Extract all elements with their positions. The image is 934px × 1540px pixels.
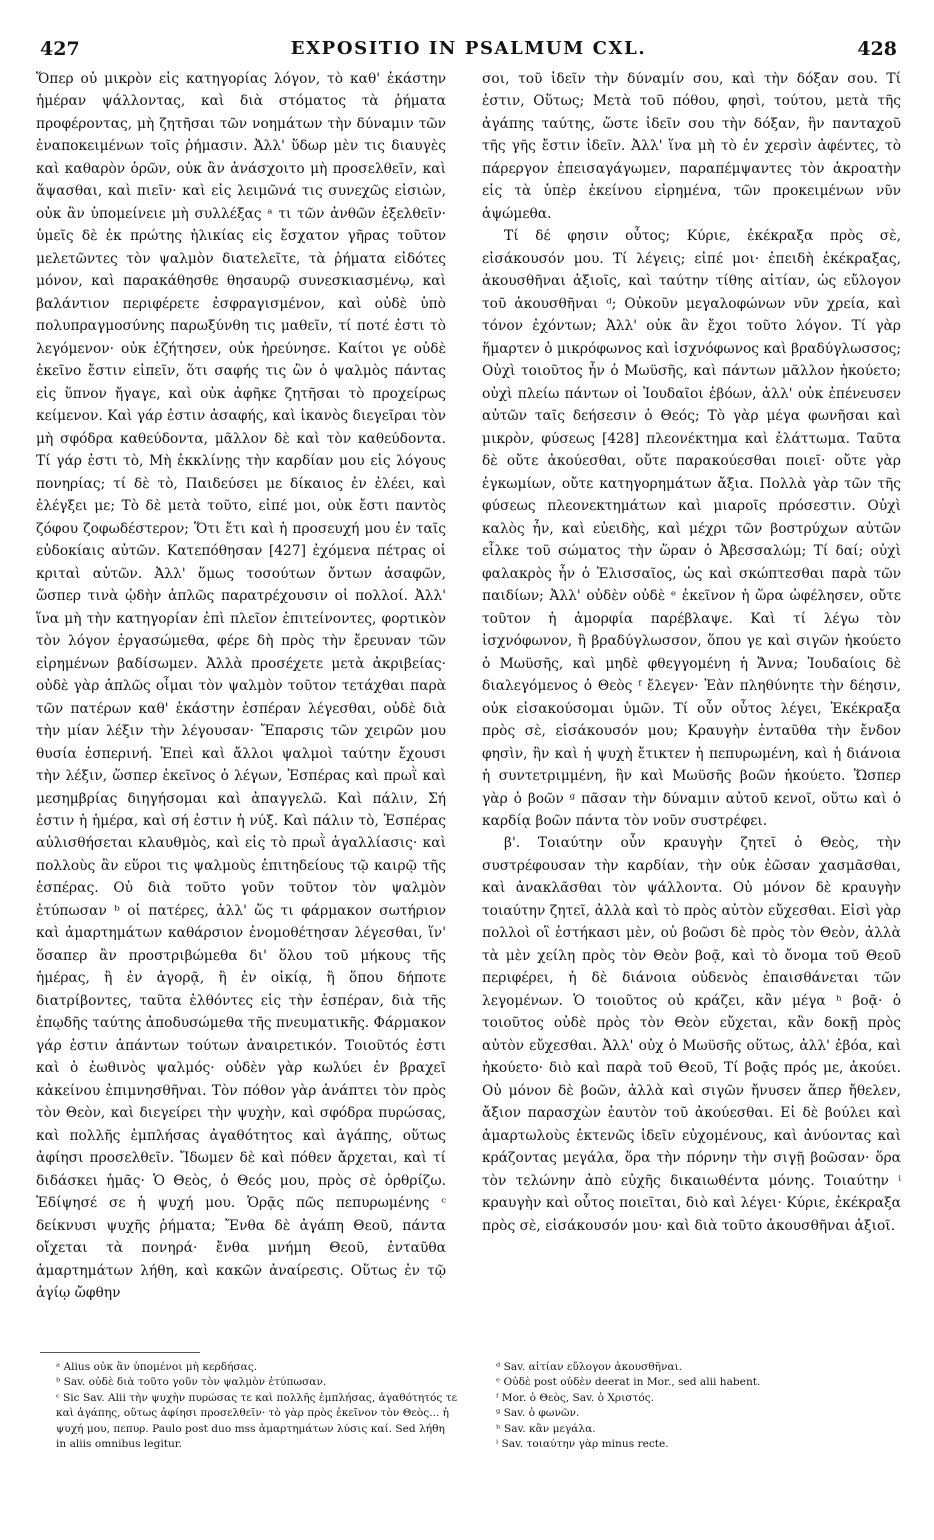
footnote-e: ᵉ Οὐδὲ post οὐδὲν deerat in Mor., sed alii habent. xyxy=(496,1376,761,1389)
footnote-a: ᵃ Alius οὐκ ἂν ὑπομένοι μὴ κερδήσας. xyxy=(56,1361,258,1373)
paragraph: σοι, τοῦ ἰδεῖν τὴν δύναμίν σου, καὶ τὴν δόξαν σου. Τί ἐστιν, Οὕτως; Μετὰ τοῦ πόθου, φησὶ, τούτου, μετὰ τῆς ἀγάπης ταύτης, ὥστε ἰδεῖν σου τὴν δόξαν, ἣν πανταχοῦ τῆς γῆς ἔστιν ἰδεῖν. Ἀλλ' ἵνα μὴ τὸ ἐν χερσὶν ἀφέντες, τὸ πάρεργον ἐπεισαγάγωμεν, παραπέμψαντες τὸν ἀκροατὴν εἰς τὰ ὑπὲρ ἐκείνου εἰρημένα, τῶν προκειμένων νῦν ἁψώμεθα. xyxy=(482,71,901,222)
footnote-c: ᶜ Sic Sav. Alii τὴν ψυχὴν πυρώσας τε καὶ πολλῆς ἐμπλήσας, ἀγαθότητός τε καὶ ἀγάπης, οὕτως ἀφίησι προσελθεῖν· τὸ γὰρ πρὸς ἐκεῖνον τὸν Θεὸς... ἡ ψυχή μου, πεπυρ. Paulo post duo mss ἁμαρτημάτων λύσις καί. Sed λήθη in aliis omnibus legitur. xyxy=(56,1391,458,1451)
footnote-g: ᵍ Sav. ὁ φωνῶν. xyxy=(496,1407,580,1420)
footnotes-left xyxy=(56,1360,458,1452)
paragraph: Ὅπερ οὐ μικρὸν εἰς κατηγορίας λόγον, τὸ καθ' ἑκάστην ἡμέραν ψάλλοντας, καὶ διὰ στόματος τὰ ῥήματα προφέροντας, μὴ ζητῆσαι τῶν νοημάτων τὴν δύναμιν τῶν ἐναποκειμένων τοῖς ῥήμασιν. Ἀλλ' ὕδωρ μὲν τις διαυγὲς καὶ καθαρὸν ὁρῶν, οὐκ ἂν ἀνάσχοιτο μὴ προσελθεῖν, καὶ ἅψασθαι, καὶ πιεῖν· καὶ εἰς λειμῶνά τις συνεχῶς εἰσιὼν, οὐκ ἂν ὑπομείνειε μὴ συλλέξας ᵃ τι τῶν ἀνθῶν ἐξελθεῖν· ὑμεῖς δὲ ἐκ πρώτης ἡλικίας εἰς ἔσχατον γῆρας τοῦτον μελετῶντες τὸν ψαλμὸν διατελεῖτε, τὰ ῥήματα εἰδότες μόνον, καὶ παρακάθησθε θησαυρῷ συνεσκιασμένῳ, καὶ βαλάντιον περιφέρετε ἐσφραγισμένον, καὶ οὐδὲ ὑπὸ πολυπραγμοσύνης παρωξύνθη τις μαθεῖν, τί ποτέ ἐστι τὸ λεγόμενον· οὐκ ἐζήτησεν, οὐκ ἠρεύνησε. Καίτοι γε οὐδὲ ἐκεῖνο ἔστιν εἰπεῖν, ὅτι σαφής τις ὢν ὁ ψαλμὸς πάντας εἰς ὕπνον ἤγαγε, καὶ οὐκ ἀφῆκε ζητῆσαι τὸ προχείρως κείμενον. Καὶ γάρ ἐστιν ἀσαφής, καὶ ἱκανὸς διεγεῖραι τὸν μὴ σφόδρα καθεύδοντα, μᾶλλον δὲ καὶ τὸν καθεύδοντα. Τί γάρ ἐστι τὸ, Μὴ ἐκκλίνῃς τὴν καρδίαν μου εἰς λόγους πονηρίας; τί δὲ τὸ, Παιδεύσει με δίκαιος ἐν ἐλέει, καὶ ἐλέγξει με; Τὸ δὲ μετὰ τοῦτο, εἰπέ μοι, οὐκ ἔστι παντὸς ζόφου ζοφωδέστερον; Ὅτι ἔτι καὶ ἡ προσευχή μου ἐν ταῖς εὐδοκίαις αὐτῶν. Κατεπόθησαν [427] ἐχόμενα πέτρας οἱ κριταὶ αὐτῶν. Ἀλλ' ὅμως τοσούτων ὄντων ἀσαφῶν, ὥσπερ τινὰ ᾠδὴν ἁπλῶς παρατρέχουσιν οἱ πολλοί. Ἀλλ' ἵνα μὴ τὴν κατηγορίαν ἐπὶ πλεῖον ἐπιτείνοντες, φορτικὸν τὸν λόγον ἐργασώμεθα, φέρε δὴ πρὸς τὴν ἔρευναν τῶν εἰρημένων βαδίσωμεν. Ἀλλὰ προσέχετε μετὰ ἀκριβείας· οὐδὲ γὰρ ἁπλῶς οἶμαι τὸν ψαλμὸν τοῦτον τετάχθαι παρὰ τῶν πατέρων καθ' ἑκάστην ἑσπέραν λέγεσθαι, οὐδὲ διὰ τὴν μίαν λέξιν τὴν λέγουσαν· Ἔπαρσις τῶν χειρῶν μου θυσία ἑσπερινή. Ἐπεὶ καὶ ἄλλοι ψαλμοὶ ταύτην ἔχουσι τὴν λέξιν, ὥσπερ ἐκεῖνος ὁ λέγων, Ἑσπέρας καὶ πρωῒ καὶ μεσημβρίας διηγήσομαι καὶ ἀπαγγελῶ. Καὶ πάλιν, Σή ἐστιν ἡ ἡμέρα, καὶ σή ἐστιν ἡ νύξ. Καὶ πάλιν τὸ, Ἑσπέρας αὐλισθήσεται κλαυθμὸς, καὶ εἰς τὸ πρωῒ ἀγαλλίασις· καὶ πολλοὺς ἂν εὕροι τις ψαλμοὺς ἐπιτηδείους τῷ καιρῷ τῆς ἑσπέρας. Οὐ διὰ τοῦτο γοῦν τοῦτον τὸν ψαλμὸν ἐτύπωσαν ᵇ οἱ πατέρες, ἀλλ' ὥς τι φάρμακον σωτήριον καὶ ἁμαρτημάτων καθάρσιον ἐνομοθέτησαν λέγεσθαι, ἵν' ὅσαπερ ἂν προστριβώμεθα δι' ὅλου τοῦ μήκους τῆς ἡμέρας, ἢ ἐν ἀγορᾷ, ἢ ἐν οἰκίᾳ, ἢ ὅπου δήποτε διατρίβοντες, ταῦτα ἐλθόντες εἰς τὴν ἑσπέραν, διὰ τῆς ἐπῳδῆς ταύτης ἀποδυσώμεθα τῆς πνευματικῆς. Φάρμακον γάρ ἐστιν ἁπάντων τούτων ἀναιρετικόν. Τοιοῦτός ἐστι καὶ ὁ ἑωθινὸς ψαλμός· οὐδὲν γὰρ κωλύει ἐν βραχεῖ κἀκείνου ἐπιμνησθῆναι. Τὸν πόθον γὰρ ἀνάπτει τὸν πρὸς τὸν Θεὸν, καὶ διεγείρει τὴν ψυχὴν, καὶ σφόδρα πυρώσας, καὶ πολλῆς ἐμπλήσας ἀγαθότητος καὶ ἀγάπης, οὕτως ἀφίησι προσελθεῖν. Ἴδωμεν δὲ καὶ πόθεν ἄρχεται, καὶ τί διδάσκει ἡμᾶς· Ὁ Θεὸς, ὁ Θεός μου, πρὸς σὲ ὀρθρίζω. Ἐδίψησέ σε ἡ ψυχή μου. Ὁρᾷς πῶς πεπυρωμένης ᶜ δείκνυσι ψυχῆς ῥήματα; Ἔνθα δὲ ἀγάπη Θεοῦ, πάντα οἴχεται τὰ πονηρά· ἔνθα μνήμη Θεοῦ, ἐνταῦθα ἁμαρτημάτων λήθη, καὶ κακῶν ἀναίρεσις. Οὕτως ἐν τῷ ἁγίῳ ὤφθην xyxy=(36,71,446,1302)
running-header xyxy=(40,38,897,62)
footnote-f: ᶠ Mor. ὁ Θεὸς, Sav. ὁ Χριστός. xyxy=(496,1391,655,1404)
footnote-b: ᵇ Sav. οὐδὲ διὰ τοῦτο γοῦν τὸν ψαλμὸν ἐτύπωσαν. xyxy=(56,1376,327,1389)
footnote-d: ᵈ Sav. αἰτίαν εὔλογον ἀκουσθῆναι. xyxy=(496,1361,683,1373)
footnote-i: ⁱ Sav. τοιαύτην γὰρ minus recte. xyxy=(496,1438,669,1451)
footnote-rule xyxy=(40,1352,200,1353)
text-column-right xyxy=(482,68,901,1237)
page-number-left: 427 xyxy=(40,38,80,60)
text-column-left xyxy=(36,68,446,1305)
footnote-h: ʰ Sav. κἂν μεγάλα. xyxy=(496,1422,596,1435)
paragraph: Τί δέ φησιν οὗτος; Κύριε, ἐκέκραξα πρὸς σὲ, εἰσάκουσόν μου. Τί λέγεις; εἰπέ μοι· ἐπειδὴ ἐκέκραξας, ἀκουσθῆναι ἀξιοῖς, καὶ ταύτην τίθης αἰτίαν, ὡς εὔλογον τοῦ ἀκουσθῆναι ᵈ; Οὐκοῦν μεγαλοφώνων νῦν χρεία, καὶ τόνον ἐχόντων; Ἀλλ' οὐκ ἂν ἔχοι τοῦτο λόγον. Τί γὰρ ἥμαρτεν ὁ μικρόφωνος καὶ ἰσχνόφωνος καὶ βραδύγλωσσος; Οὐχὶ τοιοῦτος ἦν ὁ Μωϋσῆς, καὶ πάντων μᾶλλον ἠκούετο; οὐχὶ πλείω πάντων οἱ Ἰουδαῖοι ἐβόων, ἀλλ' οὐκ ἐπένευσεν αὐτῶν ταῖς δεήσεσιν ὁ Θεός; Τὸ γὰρ μέγα φωνῆσαι καὶ μικρὸν, φύσεως [428] πλεονέκτημα καὶ ἐλάττωμα. Ταῦτα δὲ οὔτε ἀκούεσθαι, οὔτε παρακούεσθαι ποιεῖ· οὔτε γὰρ ἐγκωμίων, οὔτε κατηγορημάτων ἄξια. Πολλὰ γὰρ τῶν τῆς φύσεως πλεονεκτημάτων καὶ μιαροῖς πρόσεστιν. Οὐχὶ καλὸς ἦν, καὶ εὐειδὴς, καὶ μέχρι τῶν βοστρύχων αὐτῶν εἷλκε τοῦ σώματος τὴν ὥραν ὁ Ἀβεσσαλώμ; Τί δαί; οὐχὶ φαλακρὸς ἦν ὁ Ἐλισσαῖος, ὡς καὶ σκώπτεσθαι παρὰ τῶν παιδίων; Ἀλλ' οὐδὲν οὐδὲ ᵉ ἐκεῖνον ἡ ὥρα ὠφέλησεν, οὔτε τοῦτον ἡ ἀμορφία παρέβλαψε. Καὶ τί λέγω τὸν ἰσχνόφωνον, ἢ βραδύγλωσσον, ὅπου γε καὶ σιγῶν ἠκούετο ὁ Μωϋσῆς, καὶ μηδὲ φθεγγομένη ἡ Ἄννα; Ἰουδαίοις δὲ διαλεγόμενος ὁ Θεὸς ᶠ ἔλεγεν· Ἐὰν πληθύνητε τὴν δέησιν, οὐκ εἰσακούσομαι ὑμῶν. Τί οὖν οὗτος λέγει, Ἐκέκραξα πρὸς σὲ, εἰσάκουσόν μου; Κραυγὴν ἐνταῦθα τὴν ἔνδον φησὶν, ἣν καὶ ἡ ψυχὴ ἔτικτεν ἡ πεπυρωμένη, καὶ ἡ διάνοια ἡ συντετριμμένη, ἣν καὶ Μωϋσῆς βοῶν ἠκούετο. Ὥσπερ γὰρ ὁ βοῶν ᵍ πᾶσαν τὴν δύναμιν αὐτοῦ κενοῖ, οὕτω καὶ ὁ καρδίᾳ βοῶν πάντα τὸν νοῦν συστρέφει. xyxy=(482,228,901,829)
paragraph: β'. Τοιαύτην οὖν κραυγὴν ζητεῖ ὁ Θεὸς, τὴν συστρέφουσαν τὴν καρδίαν, τὴν οὐκ ἐῶσαν χασμᾶσθαι, καὶ ἀνακλᾶσθαι τὸν ψάλλοντα. Οὐ μόνον δὲ κραυγὴν τοιαύτην ζητεῖ, ἀλλὰ καὶ τὸ πρὸς αὐτὸν εὔχεσθαι. Εἰσὶ γὰρ πολλοὶ οἳ ἑστήκασι μὲν, οὐ βοῶσι δὲ πρὸς τὸν Θεὸν, ἀλλὰ τὰ μὲν χείλη πρὸς τὸν Θεὸν βοᾷ, καὶ τὸ ὄνομα τοῦ Θεοῦ περιφέρει, ἡ δὲ διάνοια οὐδενὸς ἐπαισθάνεται τῶν λεγομένων. Ὁ τοιοῦτος οὐ κράζει, κἂν μέγα ʰ βοᾷ· ὁ τοιοῦτος οὐδὲ πρὸς τὸν Θεὸν εὔχεται, κἂν δοκῇ πρὸς αὐτὸν εὔχεσθαι. Ἀλλ' οὐχ ὁ Μωϋσῆς οὕτως, ἀλλ' ἐβόα, καὶ ἠκούετο· διὸ καὶ παρὰ τοῦ Θεοῦ, Τί βοᾷς πρός με, ἀκούει. Οὐ μόνον δὲ βοῶν, ἀλλὰ καὶ σιγῶν ἤνυσεν ἅπερ ἤθελεν, ἄξιον παρασχὼν ἑαυτὸν τοῦ ἀκούεσθαι. Εἰ δὲ βούλει καὶ ἁμαρτωλοὺς ἐκτενῶς ἰδεῖν εὐχομένους, καὶ ἀνύοντας καὶ κράζοντας μεγάλα, ὅρα τὴν πόρνην τὴν σιγῇ βοῶσαν· ὅρα τὸν τελώνην ἀπὸ εὐχῆς δικαιωθέντα μόνης. Τοιαύτην ⁱ κραυγὴν καὶ οὗτος ποιεῖται, διὸ καὶ λέγει· Κύριε, ἐκέκραξα πρὸς σὲ, εἰσάκουσόν μου· καὶ διὰ τοῦτο ἀκουσθῆναι ἀξιοῖ. xyxy=(482,835,901,1234)
page-number-right: 428 xyxy=(857,38,897,60)
footnotes-right xyxy=(496,1360,896,1452)
running-title: EXPOSITIO IN PSALMUM CXL. xyxy=(290,38,647,59)
